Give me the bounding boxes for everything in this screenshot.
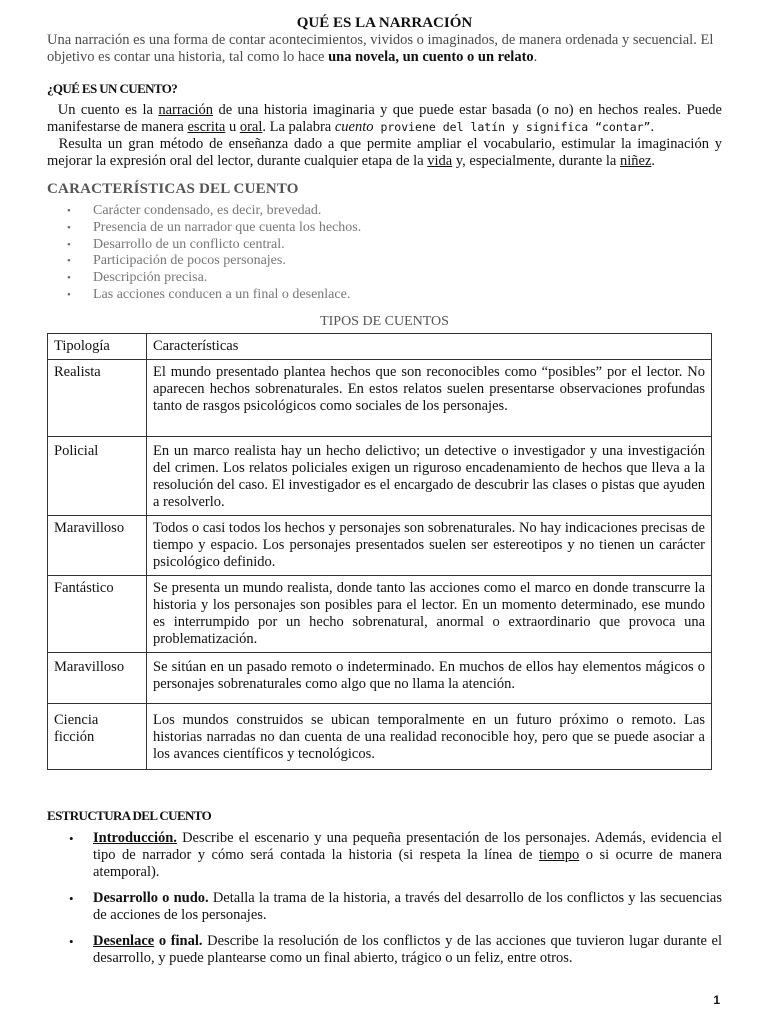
oral-link[interactable]: oral [239,119,263,135]
ninez-link[interactable]: niñez [619,153,652,169]
caracteristicas-list [47,203,722,304]
tipos-table [47,333,712,770]
desc-cell: El mundo presentado plantea hechos que son reconocibles como “posibles” por el lector. No aparecen hechos sobrenaturales. En estos relatos suelen presentarse observaciones profundas tanto de rasgos psicológicos como sociales de los personajes. [147,359,712,436]
desc-cell: Se sitúan en un pasado remoto o indeterminado. En muchos de ellos hay elementos mágicos o personajes sobrenaturales como algo que no llama la atención. [147,652,712,703]
caracteristicas-heading: CARACTERÍSTICAS DEL CUENTO [47,181,299,197]
desc-cell: Todos o casi todos los hechos y personajes son sobrenaturales. No hay indicaciones precisas de tiempo y espacio. Los personajes presentados suelen ser estereotipos y no tienen un carácter psicológico definido. [147,515,712,575]
table-row [48,436,712,515]
vida-link[interactable]: vida [427,153,453,169]
table-row [48,359,712,436]
cuento-heading: ¿QUÉ ES UN CUENTO? [47,81,178,96]
narracion-link[interactable]: narración [158,102,214,118]
tipo-cell: Realista [48,359,147,436]
list-item: • Presencia de un narrador que cuenta los hechos. [67,220,722,237]
list-item: • Carácter condensado, es decir, brevedad. [67,203,722,220]
page-number: 1 [713,993,720,1007]
tipo-cell: Policial [48,436,147,515]
table-row [48,575,712,652]
cuento-paragraph-2: Resulta un gran método de enseñanza dado a que permite ampliar el vocabulario, estimular la imaginación y mejorar la expresión oral del lector, durante cualquier etapa de la vida y, especialmente, durante la niñez. [47,136,722,169]
list-item: • Desarrollo de un conflicto central. [67,237,722,254]
estructura-list [47,830,722,967]
table-row [48,703,712,769]
intro-paragraph: Una narración es una forma de contar acontecimientos, vividos o imaginados, de manera ordenada y secuencial. El objetivo es contar una historia, tal como lo hace una novela, un cuento o un relato. [47,32,714,65]
tipos-table-title: TIPOS DE CUENTOS [320,313,449,329]
list-item: • Desenlace o final. Describe la resolución de los conflictos y de las acciones que tuvieron lugar durante el desarrollo, y puede plantearse como un final abierto, trágico o un feliz, entre otros. [47,933,722,967]
page-title: QUÉ ES LA NARRACIÓN [296,15,473,31]
list-item: • Desarrollo o nudo. Detalla la trama de la historia, a través del desarrollo de los conflictos y las secuencias de acciones de los personajes. [47,890,722,924]
tipo-cell: Maravilloso [48,515,147,575]
header-tipologia: Tipología [48,333,147,359]
list-item: • Las acciones conducen a un final o desenlace. [67,287,722,304]
tiempo-link[interactable]: tiempo [538,846,580,863]
document-page [47,14,722,976]
tipo-cell: Ciencia ficción [48,703,147,769]
tipo-cell: Fantástico [48,575,147,652]
desc-cell: En un marco realista hay un hecho delictivo; un detective o investigador y una investigación del crimen. Los relatos policiales exigen un riguroso encadenamiento de hechos que lleva a la resolución del caso. El investigador es el encargado de descubrir las clases o pistas que ayuden a resolverlo. [147,436,712,515]
header-caracteristicas: Características [147,333,712,359]
table-row [48,515,712,575]
estructura-heading: ESTRUCTURA DEL CUENTO [47,807,212,823]
desc-cell: Los mundos construidos se ubican temporalmente en un futuro próximo o remoto. Las historias narradas no dan cuenta de una realidad reconocible hoy, pero que se puede asociar a los avances científicos y tecnológicos. [147,703,712,769]
list-item: • Participación de pocos personajes. [67,253,722,270]
list-item: • Introducción. Describe el escenario y una pequeña presentación de los personajes. Además, evidencia el tipo de narrador y cómo será contada la historia (si respeta la línea de tiempo o si ocurre de manera atemporal). [47,830,722,881]
list-item: • Descripción precisa. [67,270,722,287]
escrita-link[interactable]: escrita [187,119,226,135]
desc-cell: Se presenta un mundo realista, donde tanto las acciones como el marco en donde transcurre la historia y los personajes son posibles para el lector. En un momento determinado, ese mundo es interrumpido por un hecho sobrenatural, anormal o extraordinario que provoca una problematización. [147,575,712,652]
tipo-cell: Maravilloso [48,652,147,703]
table-row [48,652,712,703]
cuento-paragraph-1: Un cuento es la narración de una historia imaginaria y que puede estar basada (o no) en hechos reales. Puede manifestarse de manera escrita u oral. La palabra cuento proviene del latín y significa “contar”. [47,102,722,135]
table-header-row [48,333,712,359]
